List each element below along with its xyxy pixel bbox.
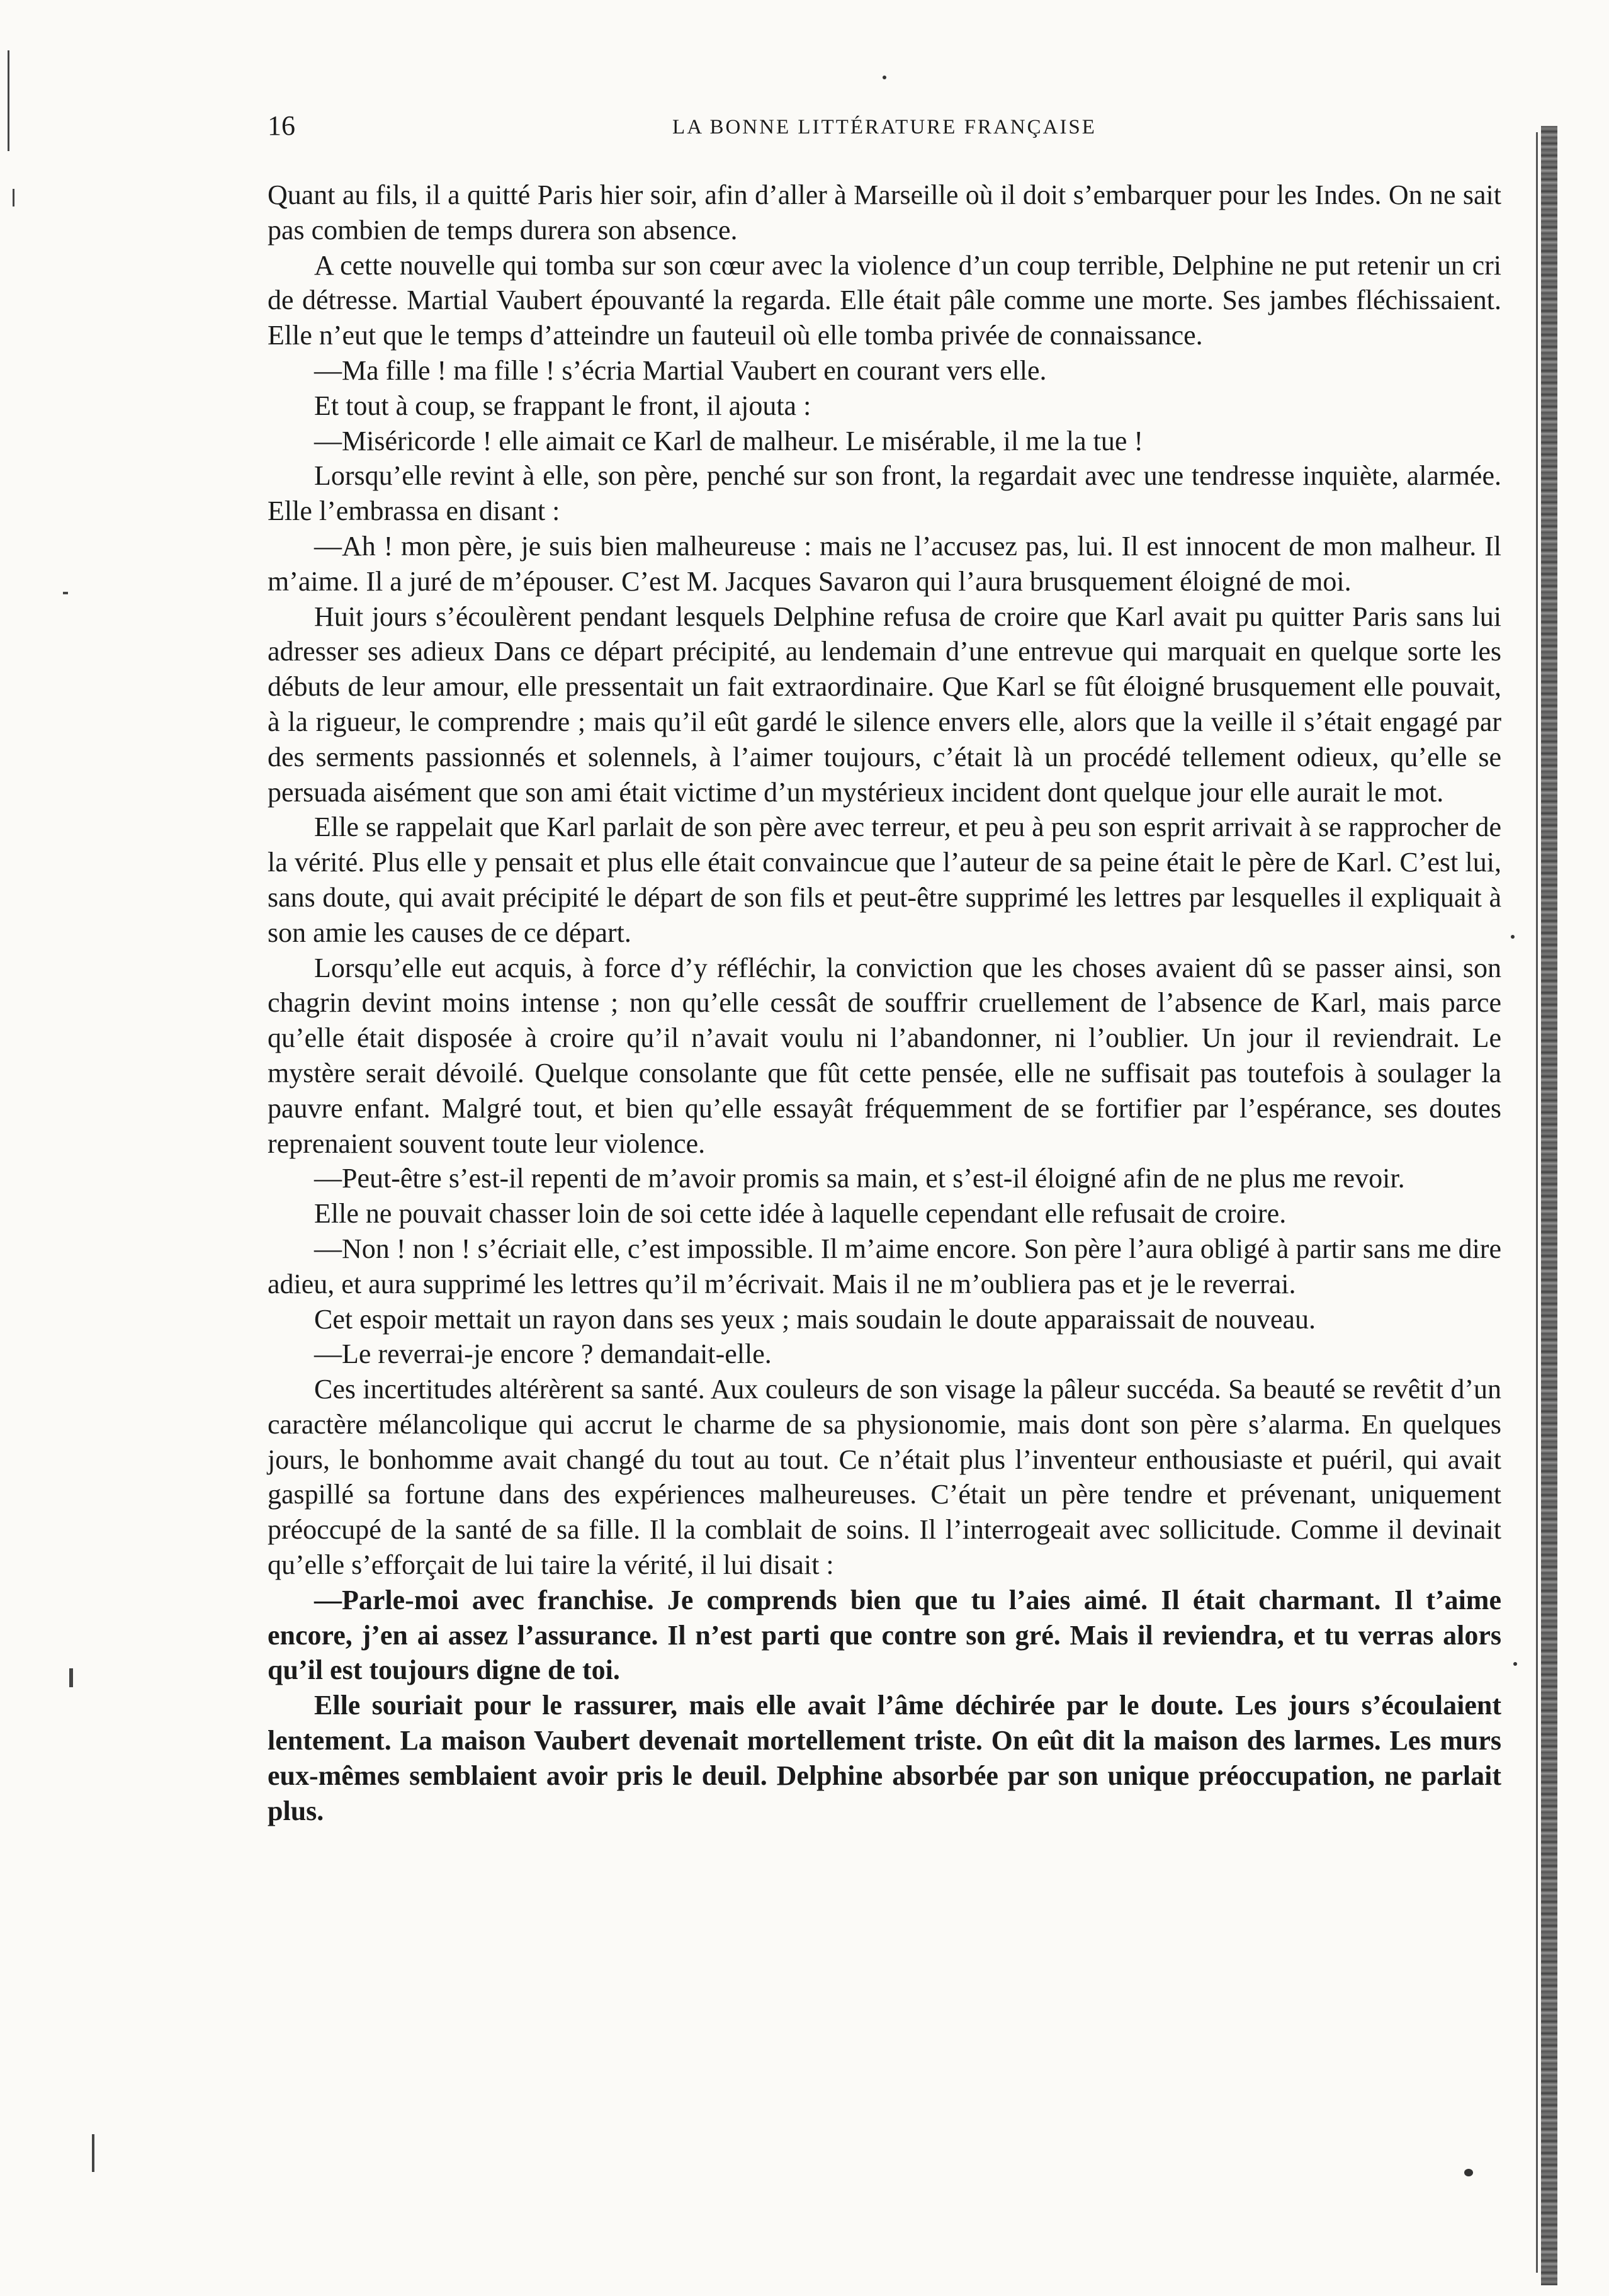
paragraph: Et tout à coup, se frappant le front, il ajouta :	[314, 390, 811, 421]
paragraph: Lorsqu’elle revint à elle, son père, penché sur son front, la regardait avec une tendresse inquiète, alarmée. Elle l’embrassa en disant :	[268, 460, 1501, 527]
running-title: LA BONNE LITTÉRATURE FRANÇAISE	[672, 116, 1097, 139]
paragraph: Huit jours s’écoulèrent pendant lesquels Delphine refusa de croire que Karl avait pu quitter Paris sans lui adresser ses adieux Dans ce départ précipité, au lendemain d’une entrevue qui marquait en quelque sorte les débuts de leur amour, elle pressentait un fait extraordinaire. Que Karl se fût éloigné brusquement elle pouvait, à la rigueur, le comprendre ; mais qu’il eût gardé le silence envers elle, alors que la veille il s’était engagé par des serments passionnés et solennels, à l’aimer toujours, c’était là un procédé tellement odieux, qu’elle se persuada aisément que son ami était victime d’un mystérieux incident dont quelque jour elle aurait le mot.	[268, 601, 1501, 808]
binding-edge-line	[1536, 132, 1538, 2273]
paragraph: Elle se rappelait que Karl parlait de son père avec terreur, et peu à peu son esprit arrivait à se rapprocher de la vérité. Plus elle y pensait et plus elle était convaincue que l’auteur de sa peine était le père de Karl. C’est lui, sans doute, qui avait précipité le départ de son fils et peut-être supprimé les lettres par lesquelles il expliquait à son amie les causes de ce départ.	[268, 812, 1501, 948]
ink-speck	[1464, 2169, 1473, 2176]
left-margin-mark	[63, 592, 68, 594]
ink-speck	[883, 76, 886, 79]
paragraph: A cette nouvelle qui tomba sur son cœur avec la violence d’un coup terrible, Delphine ne put retenir un cri de détresse. Martial Vaubert épouvanté la regarda. Elle était pâle comme une morte. Ses jambes fléchissaient. Elle n’eut que le temps d’atteindre un fauteuil où elle tomba privée de connaissance.	[268, 249, 1501, 351]
paragraph: —Parle-moi avec franchise. Je comprends bien que tu l’aies aimé. Il était charmant. Il t’aime encore, j’en ai assez l’assurance. Il n’est parti que contre son gré. Mais il reviendra, et tu verras alors qu’il est toujours digne de toi.	[268, 1584, 1501, 1686]
page-number: 16	[268, 110, 295, 141]
binding-strip	[1541, 126, 1557, 2285]
paragraph: —Ma fille ! ma fille ! s’écria Martial Vaubert en courant vers elle.	[314, 354, 1047, 386]
left-margin-mark	[8, 50, 9, 151]
paragraph: Lorsqu’elle eut acquis, à force d’y réfléchir, la conviction que les choses avaient dû se passer ainsi, son chagrin devint moins intense ; non qu’elle cessât de souffrir cruellement de l’absence de Karl, mais parce qu’elle était disposée à croire qu’il n’avait voulu ni l’abandonner, ni l’oublier. Un jour il reviendrait. Le mystère serait dévoilé. Quelque consolante que fût cette pensée, elle ne suffisait pas toutefois à soulager la pauvre enfant. Malgré tout, et bien qu’elle essayât fréquemment de se fortifier par l’espérance, ses doutes reprenaient souvent toute leur violence.	[268, 952, 1501, 1159]
left-margin-mark	[69, 1668, 73, 1687]
left-margin-mark	[13, 189, 14, 206]
ink-speck	[1513, 1662, 1517, 1666]
paragraph: —Ah ! mon père, je suis bien malheureuse : mais ne l’accusez pas, lui. Il est innocent de mon malheur. Il m’aime. Il a juré de m’épouser. C’est M. Jacques Savaron qui l’aura brusquement éloigné de moi.	[268, 530, 1501, 597]
body-text	[268, 178, 1501, 1828]
paragraph: —Miséricorde ! elle aimait ce Karl de malheur. Le misérable, il me la tue !	[314, 425, 1144, 456]
paragraph: —Le reverrai-je encore ? demandait-elle.	[314, 1338, 772, 1370]
paragraph: —Non ! non ! s’écriait elle, c’est impossible. Il m’aime encore. Son père l’aura obligé à partir sans me dire adieu, et aura supprimé les lettres qu’il m’écrivait. Mais il ne m’oubliera pas et je le reverrai.	[268, 1233, 1501, 1299]
left-margin-mark	[92, 2134, 94, 2172]
paragraph: Ces incertitudes altérèrent sa santé. Aux couleurs de son visage la pâleur succéda. Sa beauté se revêtit d’un caractère mélancolique qui accrut le charme de sa physionomie, mais dont son père s’alarma. En quelques jours, le bonhomme avait changé du tout au tout. Ce n’était plus l’inventeur enthousiaste et puéril, qui avait gaspillé sa fortune dans des expériences malheureuses. C’était un père tendre et prévenant, uniquement préoccupé de la santé de sa fille. Il la comblait de soins. Il l’interrogeait avec sollicitude. Comme il devinait qu’elle s’efforçait de lui taire la vérité, il lui disait :	[268, 1374, 1501, 1581]
ink-speck	[1511, 935, 1515, 939]
paragraph: Elle souriait pour le rassurer, mais elle avait l’âme déchirée par le doute. Les jours s’écoulaient lentement. La maison Vaubert devenait mortellement triste. On eût dit la maison des larmes. Les murs eux-mêmes semblaient avoir pris le deuil. Delphine absorbée par son unique préoccupation, ne parlait plus.	[268, 1690, 1501, 1826]
paragraph: Elle ne pouvait chasser loin de soi cette idée à laquelle cependant elle refusait de croire.	[314, 1198, 1287, 1230]
running-head	[268, 107, 1501, 145]
paragraph: —Peut-être s’est-il repenti de m’avoir promis sa main, et s’est-il éloigné afin de ne plus me revoir.	[314, 1163, 1405, 1194]
paragraph: Quant au fils, il a quitté Paris hier soir, afin d’aller à Marseille où il doit s’embarquer pour les Indes. On ne sait pas combien de temps durera son absence.	[268, 179, 1501, 246]
paragraph: Cet espoir mettait un rayon dans ses yeux ; mais soudain le doute apparaissait de nouveau.	[314, 1303, 1316, 1335]
